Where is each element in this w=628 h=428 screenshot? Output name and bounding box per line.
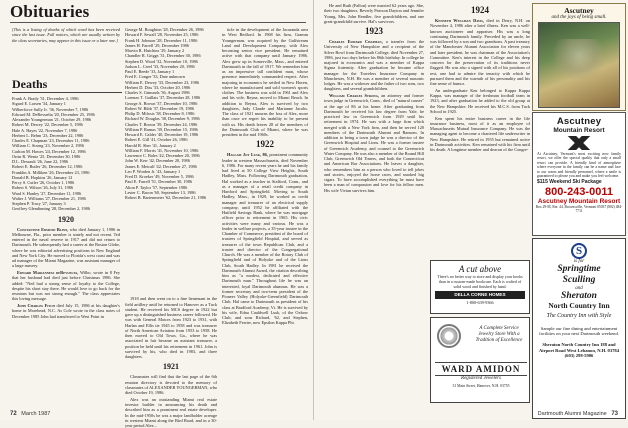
middle-ads [430,260,530,410]
left-column-1 [12,96,120,406]
death-entry: Herbert L. Behm '23, December 22, 1986 [12,132,84,138]
death-entry: Sigurd E. Larsen '34, January 1 [12,101,66,107]
death-entry: Chandler R. Griggs '31, December 30, 1986 [125,53,201,59]
right-column-1 [324,3,424,407]
death-entry: Fred D. Kroeker '49, November 5, 1986 [125,174,194,179]
right-column-2 [430,3,530,257]
death-entry: Stephen P. Tracy '27, January 3 [12,201,66,206]
death-entry: Franklin A. Milliken '26, December 23, 1986 [12,169,90,175]
death-entry: Hale A. Hayes '22, November 7, 1986 [12,127,78,133]
year-heading-1923: 1923 [365,26,383,36]
obituary-paragraph: Edward Marianness deRevuelta, Wilbo, wrote in 8 Fey that her husband had died just before Christmas 1986. She added: "Ned had a strong sense of loyalty to the College, despite his short stay there. He would love to go back for the reunions but was not strong enough." The class appreciates this loving message. [12,270,120,302]
year-heading-1922: 1922 [256,139,274,150]
publication-name: Dartmouth Alumni Magazine [537,411,607,417]
obituary-paragraph: Constantine Edmund Blinn, who died January 1, 1986 in Melbourne, Fla., prior member is stately and not recent. Ted entered in the naval reserve in 1917 and did not return to Dartmouth. He subsequently had a career at the Boston Globe, where he was editorial advertising positions in New England and New York City. He moved to Florida's west coast and was ad manager of the Miami Magazine, was assistant manager of a large nursery. [12,226,120,269]
death-entry: Harold R. Sher '41, January 2 [125,142,176,148]
ascutney-tagline: and the joys of being small. [551,15,607,20]
sheraton-address: Sheraton North Country Inn 188 and Airport Road West Lebanon, N.H. 03784 (603) 298-5906 [538,342,620,359]
deceased-name: Constantine Edmund Blinn, [17,226,70,232]
obituary-paragraph: John Charles Fitch died July 15, 1986 at his daughter's home in Morehead, N.C. As Cole wrote in the class notes of December 1985 John had transferred to West Point in [12,303,120,319]
sheraton-word-sheraton: Sheraton [561,291,597,301]
left-column-2 [125,27,217,428]
death-entry: Lawrence C. Bales '42, December 20, 1986 [125,153,200,158]
class-1923-notices [324,39,424,193]
resort-logo-sub: Mountain Resort [553,127,605,134]
sheraton-is-for: is for [573,259,585,264]
death-entry: Charles S. Gimunds '36, August 1986 [125,90,190,95]
death-entry: Alexander Youngerman '21, October 29, 1986 [12,117,92,122]
deceased-name: Kenneth Wellman Davis, [435,18,487,23]
deaths-rule [12,92,122,93]
intro-note [12,27,120,75]
class-1924-notices [430,18,530,152]
jeweler-name: WARD AMIDON [435,362,527,376]
death-entry: William C. Strong '23, November 2, 1986 [12,143,84,149]
death-entry: Frank A. Brady '31, December 4, 1986 [12,96,79,101]
jeweler-ad[interactable] [430,317,530,403]
death-entry: Walter J. Williams '27, December 21, 1986 [12,195,86,201]
obituary-paragraph: An undergraduate Ken belonged to Kappa Kappa Kappa, was manager of the freshman football team in 1923, and after graduation he added to the old group at the New Hampshire. He received his M.C.S. from Tuck School in 1925. [430,87,530,114]
ring-icon [437,324,461,348]
obituary-paragraph: Hallam Joy Lusk, 86, prominent community leader in western Massachusetts, died November 6, 1986. For many recent years he and his family had lived at 50 College View Heights, South Hadley, Mass. Following Dartmouth graduation, Hal worked as a teacher in Stafford, Conn., and as a manager of a retail credit company in Hartford and Springfield. Moving to South Hadley, Mass., in 1929, he worked as credit manager and treasurer of an electrical supply company, until 1952 he affiliated with the Hatfield Savings Bank, where he was mortgage officer prior to retirement in 1965. His civic activities were many and various. He was a leader in welfare projects, a 35-year trustee in the Chamber of Commerce, president of the board of trustees of Springfield Hospital, and served as treasurer of the town Republican Club, and a trustee and director of the Congregational Church. He was a member of the Rotary Club of Springfield and of Holyoke and of the Lions Club, South Hadley. In 1981 he received the Dartmouth Alumni Award, the citation describing him as "a modest, dedicated and effective Dartmouth man." Throughout life he was an interested, loyal Dartmouth alumnus. He was a former secretary and two-term president of the Pioneer Valley (Holyoke-Greenfield) Dartmouth Club. Hal came to Dartmouth as president of his class at Bradford Academy, Vt. He is survived by his wife, Edna Cauldwell Lusk, of the Oxbow Club; and sons Richard, '62, and Stephen, Elizabeth Ferrier, now Epsilon Kappa Phi. [222,152,309,326]
bookcase-ad-brand: DELLA CORNE HOMES [435,291,525,299]
ads-column [532,0,628,420]
death-entry: George A. Brown '37, December 10, 1986 [125,100,198,106]
death-entry: Carlton M. Hawes '24, December 12, 1986 [12,148,86,154]
sheraton-word-springtime: Springtime [557,264,601,274]
death-entry: Philip D. Milosis '38, December 8, 1986 [125,111,195,116]
death-entry: Howard F. Sewall '28, November 25, 1986 [125,32,199,38]
deaths-list-continued [125,27,217,200]
death-entry: Donald B. Hopkins '26, January 12 [12,174,73,180]
death-entry: Charles T. Brown '39, December 24, 1986 [125,121,198,127]
jeweler-ad-tagline: A Complete Service Jewelry Store With a Tradition of Excellence [475,326,523,343]
death-entry: Edward M. DeRevuelta '20, December 25, 1986 [12,111,95,117]
bookcase-ad[interactable] [430,260,530,314]
sheraton-tagline: The Country Inn with Style [546,313,612,319]
death-entry: William E. Dewey '33, December 23, 1986 [125,79,199,85]
resort-logo: Ascutney [556,116,602,127]
ascutney-family-ad[interactable] [532,3,626,111]
death-entry: Percy S. Cutler '26, October 1, 1986 [12,180,75,185]
class-1921-notices [125,374,217,428]
mountain-icon [539,136,619,150]
death-entry: William P. Ramas '39, December 15, 1986 [125,126,198,132]
deceased-name: William Charles Strong, [329,93,382,99]
deceased-name: Edward Marianness deRevuelta, [17,270,80,276]
death-entry: James H. Farrell '29, December 1986 [125,42,189,48]
obituary-paragraph: Kenneth Wellman Davis, died in Derry, N.H. on November 4, 1986 after a brief illness. Ken was a well-known auctioneer and appraiser. His was a long continuing Dartmouth family. Preceded by an uncle, he was followed by a son and two grandsons. A past treasury of the Manchester Alumni Association for eleven years and later president, he was chairman of the Association's Committee. Ken's interest in the College and his deep concern for the preservation of its traditions never flagged. He was also a signed with all of his positions of rest, one had to admire the tenacity with which he pursued them and the warmth of his personality and his fine sense of humor. [430,18,530,86]
left-column-3 [222,27,308,407]
obituary-paragraph: Ken spent his entire business career in the life insurance business, most of it as an employee of Massachusetts Mutual Insurance Company. He was the managing agent to become a chartered life underwriter in New Hampshire. He retired in 1955 but remained active in Dartmouth activities. Ken remained with his firm until his death. A longtime member and deacon of the Congre- [430,115,530,153]
death-entry: Robert B. Bartenmeier '62, December 21, 1986 [125,195,207,200]
death-entry: Richard W. Douglas '38, December 9, 1986 [125,116,200,122]
death-entry: Charles E. Chapman '23, December 11, 1986 [12,138,90,143]
death-entry: Wilberforce Sully Jr. '36, November 7, 1986 [12,106,89,112]
jeweler-address: 31 Main Street, Hanover, N.H. 03755 [452,384,510,388]
death-entry: Marvin R. Hutchins '29, January 2 [125,48,185,53]
death-entry: Orrin R. Wentz '25, December 30, 1986 [12,153,81,159]
death-entry: George M. Boughton '28, December 26, 1986 [125,27,204,32]
death-entry: Stephen D. Wood '32, November 10, 1986 [125,58,198,64]
bookcase-ad-phone: 1-800-639-9366 [466,300,494,306]
title-rule [10,22,306,23]
right-column-2-text [430,6,530,152]
sheraton-body: Sample our fine dining and entertainment facilities on your next Dartmouth weekend. [539,325,619,336]
sheraton-word-sculling: Sculling [562,275,596,285]
death-entry: Robert S. Wilson '26, July 31, 1986 [12,185,74,191]
bookcase-ad-body: There's no better way to store and display your books than in a custom-made bookcase. Each is crafted of solid wood and finished by hand. [437,274,523,289]
death-entry: Howard E. Calder '40, December 19, 1986 [125,132,199,137]
death-entry: D.L. Dessault '26, June 22, 1986 [12,159,69,164]
death-entry: Lester C. Bacon '60, September 13, 1986 [125,189,196,195]
obituary-paragraph: William Charles Strong, an attorney and former town judge in Greenwich, Conn., died of "natural causes" at the age of 86 at his home. After graduating from Dartmouth he received his law degree from Yale, he practiced law in Greenwich from 1929 until his retirement in 1974. He was with a large firm which merged with a New York firm, and then he served 120 members of the Dartmouth Alumni and Ransom. In addition to being a town judge he was a director of the Greenwich Hospital and Lions. He was a former trustee of Greenwich Academy, and counsel to the Greenwich Water Company. He was also a member of the Round Hill Club, Greenwich Old Timers, and both the Connecticut and American Bar Associations. He leaves a daughter, who remembers him as a person who loved to tell jokes and stories, enjoyed the horse races, and smoked big cigars. To have accomplished everything he must have been a man of compassion and love for his fellow men. His wife Vivian survives him. [324,93,424,193]
year-heading-1920: 1920 [58,214,74,224]
section-title: Obituaries [10,2,90,21]
resort-ad-body: At Ascutney, Vermont's most exciting new family resort, we offer the special quality that only a small resort can provide. A friendly kind of atmosphere where everyone in the family can be a name and face to our warm and friendly personnel, where a smile is guaranteed to please you and make you feel welcome. [537,152,621,179]
year-heading-1924: 1924 [471,5,489,15]
intro-text: [This is a listing of deaths of which word has been received since the last issue. Full notices, which are usually written by the class secretaries, may appear in this issue or a later one.] [12,27,120,43]
death-entry: John W. Kerr '42, December 20, 1986 [125,158,190,164]
deaths-heading: Deaths [12,77,48,91]
death-entry: Paul E. Farrell '51, December 30, 1986 [125,179,193,185]
page-number-right: 73 [611,411,618,417]
ascutney-resort-ad[interactable] [532,112,626,236]
deaths-list [12,96,120,212]
death-entry: Fred E. Conger '33, Date unknown [125,74,185,80]
issue-date: March 1987 [21,411,51,417]
death-entry: Ward S. Hanley '27, December 11, 1986 [12,190,82,196]
death-entry: Paul E. Beede '33, January 1 [125,69,175,74]
ski-package: $115 Weekend Ski Package [537,179,602,186]
s-initial-icon: S [571,243,587,259]
class-1920-notices [12,227,120,319]
deceased-name: Hallam Joy Lusk, 86, [227,152,270,158]
year-heading-1921: 1921 [163,362,179,372]
deceased-name: John Charles Fitch [17,303,57,309]
resort-brand: Ascutney Mountain Resort [537,198,621,206]
jeweler-sub: Registered Jewelers [461,376,501,381]
death-entry: James E. Metcalf '42, December 27, 1986 [125,163,197,169]
left-footer [10,411,50,417]
page-number-left: 72 [10,411,17,417]
resort-phone: 800-243-0011 [545,186,613,199]
bookcase-ad-title: A cut above [458,264,502,274]
death-entry: Geoffrey Glendinning '28, December 2, 1986 [12,206,90,212]
sheraton-and: and [575,286,583,291]
death-entry: Alton P. Taylor '57, September 1986 [125,184,188,190]
family-photo [538,22,620,108]
death-entry: Robert E. Gill '41, October 26, 1986 [125,137,188,143]
death-entry: Herbert D. Diss '33, October 20, 1986 [125,84,191,90]
obituary-paragraph: Charles Edward Chapman, a transfer from the University of New Hampshire and a recipient of the Silver Bowl from Dartmouth College, died November 27, 1986, just two days before his 86th birthday. In college he majored in economics and was a member of Kappa Sigma fraternity. After graduation he became office manager for the Travelers Insurance Company in Manchester, N.H. He was a member of several masonic lodges. He was a widower and the father of two sons, two daughters, and several grandchildren. [324,39,424,92]
death-entry: Robert W. Bibb '37, December 19, 1986 [125,105,194,111]
class-1922-notices [222,152,308,325]
deceased-name: Charles Edward Chapman, [329,39,386,44]
obituary-paragraph: Alex was an outstanding Miami real estate investor builder in announcing his death and described him as a prominent real estate developer. In the mid-1950s he was a major landholder acreage in western Miami along the Bird Road, and in a 30-year period Alex... [125,396,217,428]
right-page [314,0,628,420]
right-column-1-continuation: He and Ruth (Fallon) were married 62 years ago. She, their two daughters, Beverly Pearson Dayton and Jennifer Young, Mrs. John Rendler, five grandchildren, and one great-grandchild survive. Hal's survivors. [324,3,424,24]
death-entry: Frank H. Johnson '28, December 11, 1986 [125,37,198,43]
sheraton-ad[interactable] [532,238,626,419]
death-entry: Robert M. Dewey '22, December 5, 1986 [12,122,83,128]
obituary-paragraph: Classmates will find that the last page of the 6th reunion directory is devoted to the memory of classmates of ALEXANDER YOUNGERMAN, who died October 19, 1986. [125,374,217,395]
ascutney-headline: Ascutney [564,6,594,15]
death-entry: Robert E. Butler '26, December 12, 1986 [12,164,83,170]
death-entry: Judson L. Creel '33, November 20, 1986 [125,63,195,69]
sheraton-hotel-name: North Country Inn [548,301,610,310]
resort-address: Box 29-M, Rte. 44, Brownsville, Vermont 05037 (802) 484-7711 [535,205,623,214]
death-entry: Leo P. Worden Jr. '43, January 1 [125,168,181,174]
column-3-continuation: ticle in the development of the Jacaranda area in West Bedford. In 1968 his firm, Gramm Youngerman, was acquired by the Gulfstream Land and Development Company, with Alex becoming senior vice president. He remained active with that company until January 1986. Alex grew up in Somerville, Mass., and entered Dartmouth in the fall of 1917. We remember him as an impressive tall confident man, whose presence immediately commanded respect. After majoring in economics he settled in New Haven, where he manufactured and sold women's sports clothes. The business was sold in 1961 and Alex and his wife, Reyna, moved to Miami Beach. In addition to Reyna, Alex is survived by two daughters, Judy Claude and Marianne Jacobs. The class of 1921 mourns the loss of Alex, more than once we regret his inability to be present with us. His death leaves 28 of the members of the Dartmouth Club of Miami, where he was president in the mid 1960s. [222,27,308,137]
column-continuation: 1918 and then went on to a fine lieutenant in the field artillery until he returned to Hanover as a Tuck student. He received his MCS degree in 1922 but gave up a distinguished business career followed. He was with General Motors from 1923 to 1931, with Harlan and Ellis tie 1945 to 1958 and was treasurer of North American Aviation from 1953 to 1958. He then moved to Old Town, Ga., where he was associated in fair became an assistant treasurer, a position he held until his retirement in 1961. John is survived by his, who died in 1983, and three daughters. [125,296,217,359]
death-entry: William F. Morris '41, November 10, 1986 [125,147,199,153]
death-entry: Lorenzo T. Gaillais '37, December 28, 1986 [125,95,201,101]
right-footer [538,411,618,417]
